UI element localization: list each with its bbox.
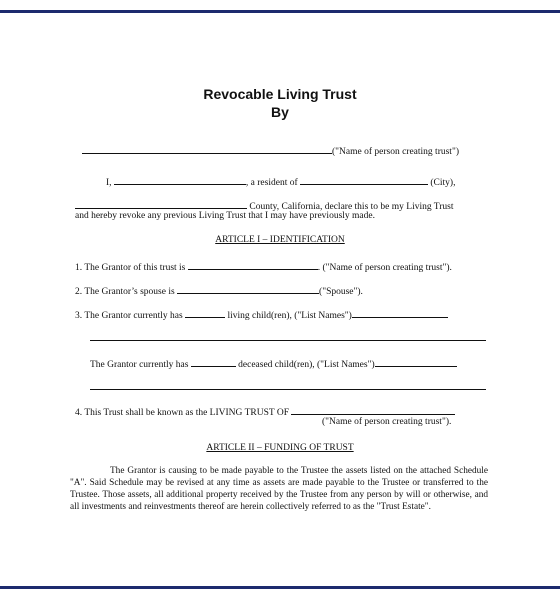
intro-i: I,	[106, 178, 112, 188]
intro-row	[106, 175, 455, 190]
item-3b-deceased: deceased child(ren), ("List Names")	[238, 360, 375, 370]
item-3b-label: The Grantor currently has	[90, 360, 189, 370]
funding-paragraph: The Grantor is causing to be made payable to the Trustee the assets listed on the attached Schedule "A". Said Schedule may be revised at any time as assets are made payable to the Trustee or transferred to the Trustee. Those assets, all additional property received by the Trustee from any person by will or otherwise, and all investments and reinvestments thereof are herein collectively referred to as the "Trust Estate".	[70, 466, 488, 512]
living-names-blank[interactable]	[352, 308, 448, 318]
intro-resident: , a resident of	[245, 178, 298, 188]
living-count-blank[interactable]	[185, 308, 225, 318]
item-1-label: 1. The Grantor of this trust is	[75, 263, 186, 273]
name-blank[interactable]	[82, 144, 332, 154]
document-subtitle: By	[271, 104, 289, 120]
article-2-heading: ARTICLE II – FUNDING OF TRUST	[206, 443, 354, 453]
item-2-label: 2. The Grantor’s spouse is	[75, 287, 175, 297]
deceased-count-blank[interactable]	[191, 357, 236, 367]
revoke-row: and hereby revoke any previous Living Trust that I may have previously made.	[75, 211, 375, 221]
item-3-living: living child(ren), ("List Names")	[227, 311, 352, 321]
living-names-line-2[interactable]	[90, 340, 486, 341]
item-2-hint: ("Spouse").	[319, 287, 363, 297]
spouse-blank[interactable]	[177, 284, 319, 294]
intro-city: (City),	[430, 178, 456, 188]
item-3-row	[75, 308, 448, 323]
item-1-row	[75, 260, 452, 275]
trust-name-blank[interactable]	[291, 405, 455, 415]
resident-name-blank[interactable]	[114, 175, 246, 185]
bottom-border	[0, 586, 560, 589]
item-1-hint: . ("Name of person creating trust").	[317, 263, 452, 273]
item-3b-row	[90, 357, 457, 372]
document-page	[70, 14, 490, 584]
grantor-name-blank[interactable]	[188, 260, 318, 270]
deceased-names-blank[interactable]	[375, 357, 457, 367]
item-2-row	[75, 284, 363, 299]
item-3-label: 3. The Grantor currently has	[75, 311, 183, 321]
city-blank[interactable]	[300, 175, 428, 185]
item-4-label: 4. This Trust shall be known as the LIVING TRUST OF	[75, 408, 290, 418]
document-title: Revocable Living Trust	[203, 86, 357, 102]
article-1-heading: ARTICLE I – IDENTIFICATION	[215, 235, 345, 245]
county-blank[interactable]	[75, 199, 247, 209]
item-4-hint: ("Name of person creating trust").	[322, 417, 452, 427]
name-hint: ("Name of person creating trust")	[332, 147, 459, 157]
name-row	[82, 144, 459, 159]
top-border	[0, 10, 560, 13]
intro-county: County, California, declare this to be my Living Trust	[249, 202, 454, 212]
deceased-names-line-2[interactable]	[90, 389, 486, 390]
